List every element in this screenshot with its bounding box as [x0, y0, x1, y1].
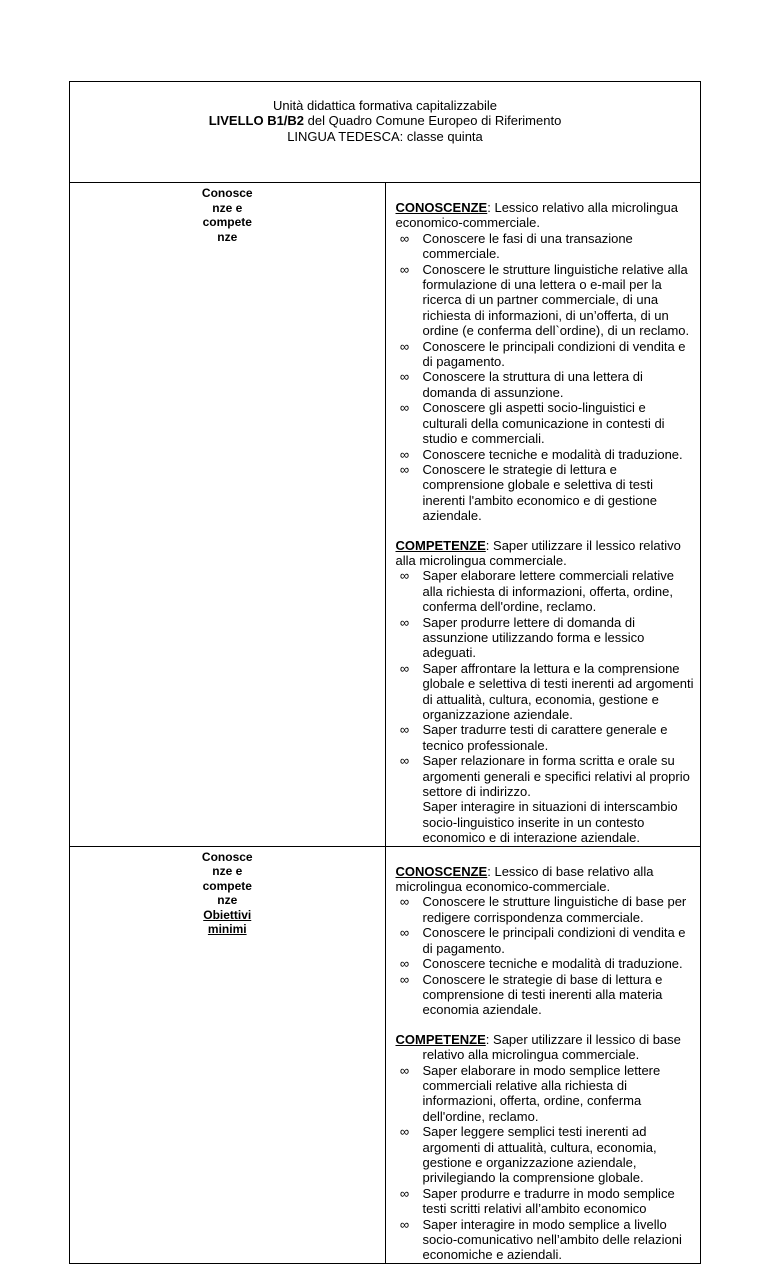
list-item-text: Conoscere tecniche e modalità di traduzione.: [422, 956, 683, 972]
infinity-bullet-icon: ∞: [399, 614, 410, 630]
knowledge-intro: : Lessico di base relativo alla microlingua economico-commerciale.: [395, 863, 654, 895]
skills-title: COMPETENZE: [395, 537, 486, 553]
list-item-text: Saper produrre lettere di domanda di assunzione utilizzando forma e lessico adeguati.: [422, 614, 645, 661]
list-item-text: Conoscere le principali condizioni di vendita e di pagamento.: [422, 925, 686, 956]
list-item: [396, 462, 695, 524]
infinity-bullet-icon: ∞: [399, 956, 410, 972]
list-item-text: Conoscere le strutture linguistiche di base per redigere corrispondenza commerciale.: [422, 894, 687, 925]
knowledge-intro: : Lessico relativo alla microlingua economico-commerciale.: [395, 200, 678, 231]
list-item: [396, 1063, 695, 1125]
row-label-word: nze e: [212, 200, 243, 215]
minimum-objectives-content: [385, 846, 701, 1263]
infinity-bullet-icon: ∞: [399, 1062, 410, 1078]
infinity-bullet-icon: ∞: [399, 1216, 410, 1232]
list-item-text: Saper relazionare in forma scritta e orale su argomenti generali e specifici relativi al proprio settore di indirizzo.: [422, 753, 690, 800]
infinity-bullet-icon: ∞: [399, 230, 410, 246]
list-item: [396, 661, 695, 723]
knowledge-section: [396, 200, 695, 524]
list-item-text: Conoscere tecniche e modalità di traduzione.: [422, 446, 683, 462]
knowledge-section: [396, 864, 695, 1018]
list-item: [396, 262, 695, 339]
infinity-bullet-icon: ∞: [399, 1185, 410, 1201]
infinity-bullet-icon: ∞: [399, 925, 410, 941]
level-label: LIVELLO B1/B2: [208, 113, 305, 129]
skills-trailing-text: Saper interagire in situazioni di interscambio socio-linguistico inserite in un contesto economico e di interazione aziendale.: [422, 799, 678, 846]
list-item-text: Saper elaborare lettere commerciali relative alla richiesta di informazioni, offerta, ordine, conferma dell'ordine, reclamo.: [422, 568, 674, 615]
infinity-bullet-icon: ∞: [399, 261, 410, 277]
list-item-text: Conoscere le strategie di lettura e comprensione globale e selettiva di testi inerenti l'ambito economico e di gestione aziendale.: [422, 461, 657, 524]
skills-heading: [396, 538, 695, 569]
list-item-text: Conoscere la struttura di una lettera di domanda di assunzione.: [422, 369, 643, 400]
knowledge-title: CONOSCENZE: [395, 200, 488, 215]
list-item: [396, 1186, 695, 1217]
list-item: [396, 972, 695, 1018]
row-label-word: nze e: [212, 864, 243, 879]
header-line-3: LINGUA TEDESCA: classe quinta: [287, 128, 483, 144]
list-item-text: Conoscere gli aspetti socio-linguistici e culturali della comunicazione in contesti di studio e commerciali.: [422, 400, 665, 447]
list-item-text: Conoscere le strutture linguistiche relative alla formulazione di una lettera o e-mail per la ricerca di un partner commerciale, di una richiesta di informazioni, di un’offerta, di un ordine (e conferma dell`ordine), di un reclamo.: [422, 261, 690, 339]
infinity-bullet-icon: ∞: [399, 753, 410, 769]
row-label-word: Conosce: [201, 186, 253, 200]
list-item-text: Saper leggere semplici testi inerenti ad argomenti di attualità, cultura, economia, gestione e organizzazione aziendale, privilegiando la comprensione globale.: [422, 1124, 657, 1186]
header-row: [70, 82, 701, 183]
list-item-text: Saper interagire in modo semplice a livello socio-comunicativo nell’ambito delle relazioni economiche e aziendali.: [422, 1216, 682, 1263]
row-label-word: compete: [202, 215, 252, 229]
skills-intro: : Saper utilizzare il lessico relativo alla microlingua commerciale.: [395, 537, 681, 568]
list-item-text: Conoscere le principali condizioni di vendita e di pagamento.: [422, 338, 686, 370]
skills-heading: [396, 1032, 695, 1063]
list-item-text: Saper tradurre testi di carattere generale e tecnico professionale.: [422, 722, 668, 753]
row-label-minimum: [70, 846, 386, 1263]
curriculum-table: [69, 81, 701, 1264]
knowledge-heading: [396, 200, 695, 231]
skills-intro: : Saper utilizzare il lessico di base relativo alla microlingua commerciale.: [422, 1031, 681, 1063]
skills-title: COMPETENZE: [395, 1031, 486, 1047]
list-item: [396, 568, 695, 614]
skills-section: [396, 1032, 695, 1263]
list-item: [396, 447, 695, 462]
list-item: [396, 339, 695, 370]
list-item-text: Conoscere le fasi di una transazione commerciale.: [422, 230, 633, 262]
infinity-bullet-icon: ∞: [399, 338, 410, 354]
infinity-bullet-icon: ∞: [399, 568, 410, 584]
row-label-word: compete: [202, 878, 252, 893]
knowledge-list: [396, 231, 695, 524]
infinity-bullet-icon: ∞: [399, 722, 410, 738]
skills-section: [396, 538, 695, 846]
list-item: [396, 894, 695, 925]
list-item-text: Conoscere le strategie di base di lettura e comprensione di testi inerenti alla materia economia aziendale.: [422, 971, 663, 1018]
header-cell: [70, 82, 701, 183]
list-item: [396, 1217, 695, 1263]
skills-list: [396, 1063, 695, 1263]
infinity-bullet-icon: ∞: [399, 446, 410, 462]
list-item-text: Saper elaborare in modo semplice lettere commerciali relative alla richiesta di informazioni, offerta, ordine, conferma dell'ordine, reclamo.: [422, 1062, 661, 1124]
infinity-bullet-icon: ∞: [399, 1124, 410, 1140]
minimum-objectives-row: [70, 846, 701, 1263]
row-label-word: Conosce: [201, 849, 253, 864]
list-item-text: Saper affrontare la lettura e la comprensione globale e selettiva di testi inerenti ad argomenti di attualità, cultura, economia, gestione e organizzazione aziendale.: [422, 660, 694, 722]
knowledge-title: CONOSCENZE: [395, 863, 488, 879]
list-item: [396, 231, 695, 262]
infinity-bullet-icon: ∞: [399, 660, 410, 676]
list-item: [396, 925, 695, 956]
list-item: [396, 369, 695, 400]
list-item-text: Saper produrre e tradurre in modo semplice testi scritti relativi all’ambito economico: [422, 1185, 675, 1217]
header-line-2: [70, 113, 700, 128]
list-item: [396, 400, 695, 446]
row-label-word: nze: [217, 229, 238, 244]
header-line-1: Unità didattica formativa capitalizzabile: [273, 98, 497, 113]
infinity-bullet-icon: ∞: [399, 971, 410, 987]
infinity-bullet-icon: ∞: [399, 894, 410, 910]
row-label-word: nze: [217, 893, 238, 908]
row-label-underlined-word: Obiettivi: [203, 907, 252, 922]
knowledge-heading: [396, 864, 695, 895]
list-item: [396, 615, 695, 661]
knowledge-list: [396, 894, 695, 1017]
list-item: [396, 753, 695, 799]
infinity-bullet-icon: ∞: [399, 400, 410, 416]
row-label-underlined-word: minimi: [207, 922, 247, 937]
infinity-bullet-icon: ∞: [399, 369, 410, 385]
full-objectives-content: [385, 183, 701, 847]
skills-list: [396, 568, 695, 799]
row-label-full: [70, 183, 386, 847]
full-objectives-row: [70, 183, 701, 847]
list-item: [396, 1124, 695, 1186]
list-item: [396, 956, 695, 971]
level-description: del Quadro Comune Europeo di Riferimento: [304, 113, 562, 129]
infinity-bullet-icon: ∞: [399, 461, 410, 477]
list-item: [396, 722, 695, 753]
